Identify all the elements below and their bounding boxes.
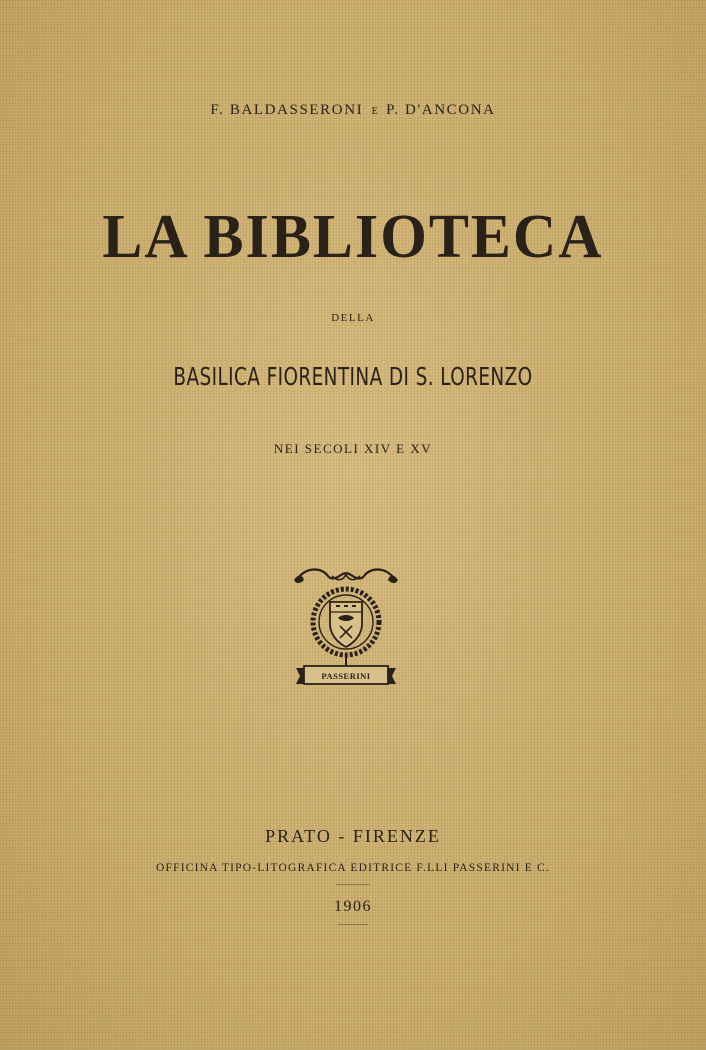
divider-rule	[338, 924, 368, 925]
book-title: LA BIBLIOTECA	[102, 201, 604, 271]
book-subtitle: BASILICA FIORENTINA DI S. LORENZO	[173, 362, 533, 391]
author-1: F. BALDASSERONI	[210, 102, 364, 118]
author-2: P. D'ANCONA	[386, 102, 496, 118]
authors-conjunction: E	[371, 106, 378, 117]
printer-name: OFFICINA TIPO-LITOGRAFICA EDITRICE F.LLI PASSERINI E C.	[156, 862, 550, 874]
divider-rule	[336, 884, 370, 885]
printer-mark-icon	[288, 562, 404, 692]
publication-place: PRATO - FIRENZE	[265, 826, 441, 846]
authors	[0, 102, 706, 119]
centuries-label: NEI SECOLI XIV E XV	[273, 441, 433, 456]
publication-year: 1906	[334, 898, 372, 915]
della-label: DELLA	[331, 312, 375, 324]
emblem-banner-text: PASSERINI	[321, 671, 371, 681]
